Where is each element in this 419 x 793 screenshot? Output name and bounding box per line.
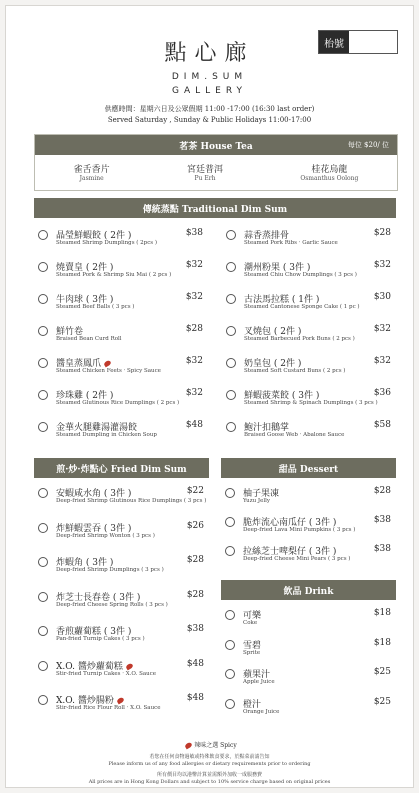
item-price: $26 bbox=[186, 520, 204, 531]
select-circle[interactable] bbox=[38, 557, 48, 567]
item-name-en: Yuzu Jelly bbox=[243, 498, 270, 504]
item-name-en: Deep-fried Cheese Spring Rolls ( 3 pcs ) bbox=[56, 601, 168, 608]
select-circle[interactable] bbox=[38, 592, 48, 602]
order-number-field[interactable] bbox=[349, 31, 397, 53]
select-circle[interactable] bbox=[38, 230, 48, 240]
item-price: $28 bbox=[186, 589, 204, 600]
item-name-zh: 鮑汁扣鵝掌 bbox=[244, 423, 290, 433]
item-name-en: Steamed Chicken Feets · Spicy Sauce bbox=[56, 368, 161, 374]
select-circle[interactable] bbox=[38, 488, 48, 498]
item-price: $48 bbox=[186, 658, 204, 669]
hours-english: Served Saturday , Sunday & Public Holidays 11:00-17:00 bbox=[107, 116, 312, 124]
select-circle[interactable] bbox=[226, 422, 236, 432]
select-circle[interactable] bbox=[226, 262, 236, 272]
item-price: $18 bbox=[373, 608, 391, 618]
traditional-dimsum-section bbox=[34, 198, 396, 448]
item-name-zh: X.O. 醬炒腸粉 bbox=[56, 693, 124, 706]
tea-item[interactable]: 宮廷普洱 Pu Erh bbox=[186, 165, 223, 182]
item-name-zh: 安蝦咸水角 ( 3件 ) bbox=[56, 489, 132, 499]
chili-icon bbox=[184, 742, 193, 750]
item-name-en: Braised Bean Curd Roll bbox=[56, 336, 122, 342]
item-name-en: Deep-fried Cheese Mini Pears ( 3 pcs ) bbox=[243, 556, 351, 562]
house-tea-title: 茗茶 House Tea bbox=[179, 141, 253, 152]
select-circle[interactable] bbox=[38, 262, 48, 272]
chili-icon bbox=[116, 697, 125, 705]
item-name-zh: 柚子果凍 bbox=[243, 489, 280, 499]
item-price: $18 bbox=[373, 637, 391, 648]
house-tea-header bbox=[35, 135, 397, 155]
subtitle-line1: DIM.SUM bbox=[171, 72, 248, 82]
item-name-en: Braised Goose Web · Abalone Sauce bbox=[244, 432, 345, 438]
order-number-box bbox=[318, 30, 398, 54]
house-tea-section bbox=[34, 134, 398, 191]
item-name-en: Apple Juice bbox=[243, 679, 275, 685]
item-price: $25 bbox=[373, 667, 391, 677]
select-circle[interactable] bbox=[38, 523, 48, 533]
item-name-zh: 炸蝦角 ( 3件 ) bbox=[56, 558, 114, 568]
item-name-en: Coke bbox=[243, 620, 258, 626]
select-circle[interactable] bbox=[38, 358, 48, 368]
chili-icon bbox=[125, 662, 134, 670]
tea-item[interactable]: 桂花烏龍 Osmanthus Oolong bbox=[300, 165, 359, 182]
spicy-legend: 辣味之選 Spicy bbox=[6, 740, 413, 749]
drink-section bbox=[221, 580, 396, 725]
item-name-zh: 古法馬拉糕 ( 1件 ) bbox=[244, 295, 320, 305]
item-name-zh: 香煎蘿蔔糕 ( 3件 ) bbox=[56, 627, 132, 637]
item-price: $32 bbox=[185, 356, 203, 366]
select-circle[interactable] bbox=[226, 294, 236, 304]
menu-title: 點心廊 bbox=[164, 41, 255, 66]
select-circle[interactable] bbox=[38, 390, 48, 400]
select-circle[interactable] bbox=[226, 326, 236, 336]
select-circle[interactable] bbox=[225, 488, 235, 498]
item-name-en: Orange Juice bbox=[243, 708, 280, 715]
item-name-zh: 鮮竹卷 bbox=[56, 327, 84, 337]
item-name-en: Steamed Beef Balls ( 3 pcs ) bbox=[56, 304, 135, 310]
item-price: $32 bbox=[185, 260, 203, 270]
item-name-en: Steamed Pork Ribs · Garlic Sauce bbox=[244, 240, 338, 246]
item-name-zh: 晶瑩鮮蝦餃 ( 2件 ) bbox=[56, 231, 132, 241]
select-circle[interactable] bbox=[38, 294, 48, 304]
select-circle[interactable] bbox=[226, 390, 236, 400]
item-name-zh: 醬皇蒸鳳爪 bbox=[56, 356, 111, 369]
hours-chinese: 供應時間：星期六日及公眾假期 11:00 -17:00 (16:30 last order) bbox=[104, 105, 315, 113]
select-circle[interactable] bbox=[225, 517, 235, 527]
tea-list bbox=[35, 162, 397, 182]
item-name-en: Steamed Shrimp Dumplings ( 2pcs ) bbox=[56, 240, 157, 246]
item-name-en: Steamed Soft Custard Buns ( 2 pcs ) bbox=[244, 368, 346, 374]
item-price: $25 bbox=[373, 696, 391, 707]
item-name-en: Deep-fried Lava Mini Pumpkins ( 3 pcs ) bbox=[243, 527, 356, 533]
traditional-dimsum-header: 傳統蒸點 Traditional Dim Sum bbox=[34, 198, 396, 218]
item-name-en: Steamed Shrimp & Spinach Dumplings ( 3 pcs ) bbox=[244, 400, 378, 406]
select-circle[interactable] bbox=[225, 699, 235, 709]
item-price: $30 bbox=[373, 292, 391, 302]
item-name-zh: 奶皇包 ( 2件 ) bbox=[244, 359, 302, 369]
item-name-en: Steamed Pork & Shrimp Siu Mai ( 2 pcs ) bbox=[56, 272, 172, 278]
item-price: $28 bbox=[373, 228, 391, 238]
select-circle[interactable] bbox=[226, 230, 236, 240]
item-name-en: Sprite bbox=[243, 649, 261, 656]
item-name-zh: 蘋果汁 bbox=[243, 670, 271, 680]
item-name-zh: 橙汁 bbox=[243, 699, 262, 710]
select-circle[interactable] bbox=[225, 669, 235, 679]
item-name-zh: 雪碧 bbox=[243, 640, 262, 651]
item-name-zh: 脆炸流心南瓜仔 ( 3件 ) bbox=[243, 518, 337, 528]
select-circle[interactable] bbox=[38, 326, 48, 336]
dessert-header: 甜品 Dessert bbox=[221, 458, 396, 478]
dessert-section bbox=[221, 458, 396, 568]
item-name-zh: 可樂 bbox=[243, 611, 262, 621]
order-number-label: 枱號 bbox=[319, 31, 349, 53]
item-price: $32 bbox=[373, 324, 391, 334]
item-name-en: Stir-fried Rice Flour Roll · X.O. Sauce bbox=[56, 705, 161, 711]
select-circle[interactable] bbox=[226, 358, 236, 368]
item-name-zh: 叉燒包 ( 2件 ) bbox=[244, 327, 302, 337]
item-price: $28 bbox=[373, 486, 391, 496]
item-name-en: Steamed Cantonese Sponge Cake ( 1 pc ) bbox=[244, 304, 360, 310]
select-circle[interactable] bbox=[225, 610, 235, 620]
item-name-en: Pan-fried Turnip Cakes ( 3 pcs ) bbox=[56, 636, 145, 642]
item-name-en: Steamed Chiu Chow Dumplings ( 3 pcs ) bbox=[244, 272, 357, 278]
fried-dimsum-header: 煎·炒·炸點心 Fried Dim Sum bbox=[34, 458, 209, 478]
allergy-en: Please inform us of any food allergies or dietary requirements prior to ordering bbox=[108, 761, 311, 767]
tea-item[interactable]: 雀舌香片 Jasmine bbox=[73, 165, 110, 182]
item-price: $28 bbox=[186, 555, 204, 565]
item-price: $38 bbox=[373, 544, 391, 554]
item-price: $32 bbox=[185, 292, 203, 302]
item-name-en: Deep-fried Shrimp Glutinous Rice Dumplings ( 3 pcs ) bbox=[56, 498, 207, 504]
item-price: $28 bbox=[185, 324, 203, 334]
item-name-zh: 珍珠雞 ( 2件 ) bbox=[56, 391, 114, 401]
item-name-zh: 拉絲芝士啤梨仔 ( 3件 ) bbox=[243, 547, 337, 557]
item-price: $22 bbox=[186, 486, 204, 496]
item-price: $36 bbox=[373, 388, 391, 398]
item-price: $32 bbox=[185, 388, 203, 398]
select-circle[interactable] bbox=[225, 546, 235, 556]
item-name-zh: 金華火腿雞湯灌湯餃 bbox=[56, 423, 138, 433]
item-name-zh: 燒賣皇 ( 2件 ) bbox=[56, 263, 114, 273]
price-en: All prices are in Hong Kong Dollars and subject to 10% service charge based on original prices bbox=[88, 779, 331, 785]
item-price: $38 bbox=[373, 515, 391, 525]
item-name-zh: 鮮蝦菠菜餃 ( 3件 ) bbox=[244, 391, 320, 401]
item-price: $48 bbox=[186, 693, 204, 703]
item-price: $32 bbox=[373, 260, 391, 270]
allergy-zh: 若您在任何食物過敏或特殊飲食要求，於點菜前請告知 bbox=[149, 754, 270, 760]
item-price: $38 bbox=[185, 228, 203, 238]
item-name-zh: 炸芝士長春卷 ( 3件 ) bbox=[56, 592, 141, 603]
item-price: $58 bbox=[373, 420, 391, 430]
item-name-zh: 蒜香蒸排骨 bbox=[244, 231, 290, 241]
item-name-zh: 牛肉球 ( 3件 ) bbox=[56, 295, 114, 305]
item-price: $48 bbox=[185, 420, 203, 430]
item-name-en: Deep-fried Shrimp Dumplings ( 3 pcs ) bbox=[56, 567, 164, 573]
item-name-en: Steamed Dumpling in Chicken Soup bbox=[56, 432, 157, 438]
select-circle[interactable] bbox=[225, 640, 235, 650]
item-name-zh: X.O. 醬炒蘿蔔糕 bbox=[56, 659, 133, 672]
item-name-en: Stir-fried Turnip Cakes · X.O. Sauce bbox=[56, 670, 156, 677]
item-name-en: Steamed Barbecued Pork Buns ( 2 pcs ) bbox=[244, 336, 355, 342]
item-name-zh: 炸鮮蝦雲吞 ( 3件 ) bbox=[56, 523, 132, 534]
drink-header: 飲品 Drink bbox=[221, 580, 396, 600]
item-name-en: Steamed Glutinous Rice Dumplings ( 2 pcs ) bbox=[56, 400, 180, 406]
menu-page bbox=[6, 6, 413, 787]
select-circle[interactable] bbox=[38, 626, 48, 636]
select-circle[interactable] bbox=[38, 661, 48, 671]
price-zh: 所有價目均以港幣計算並需額外加收一成服務費 bbox=[156, 772, 262, 778]
item-name-zh: 潮州粉果 ( 3件 ) bbox=[244, 263, 311, 273]
house-tea-price: 每位 $20/ 位 bbox=[347, 141, 389, 149]
select-circle[interactable] bbox=[38, 695, 48, 705]
item-name-en: Deep-fried Shrimp Wonton ( 3 pcs ) bbox=[56, 532, 155, 539]
subtitle-line2: GALLERY bbox=[171, 86, 248, 96]
item-price: $32 bbox=[373, 356, 391, 366]
fried-dimsum-section bbox=[34, 458, 209, 723]
select-circle[interactable] bbox=[38, 422, 48, 432]
chili-icon bbox=[103, 360, 112, 368]
item-price: $38 bbox=[186, 624, 204, 634]
